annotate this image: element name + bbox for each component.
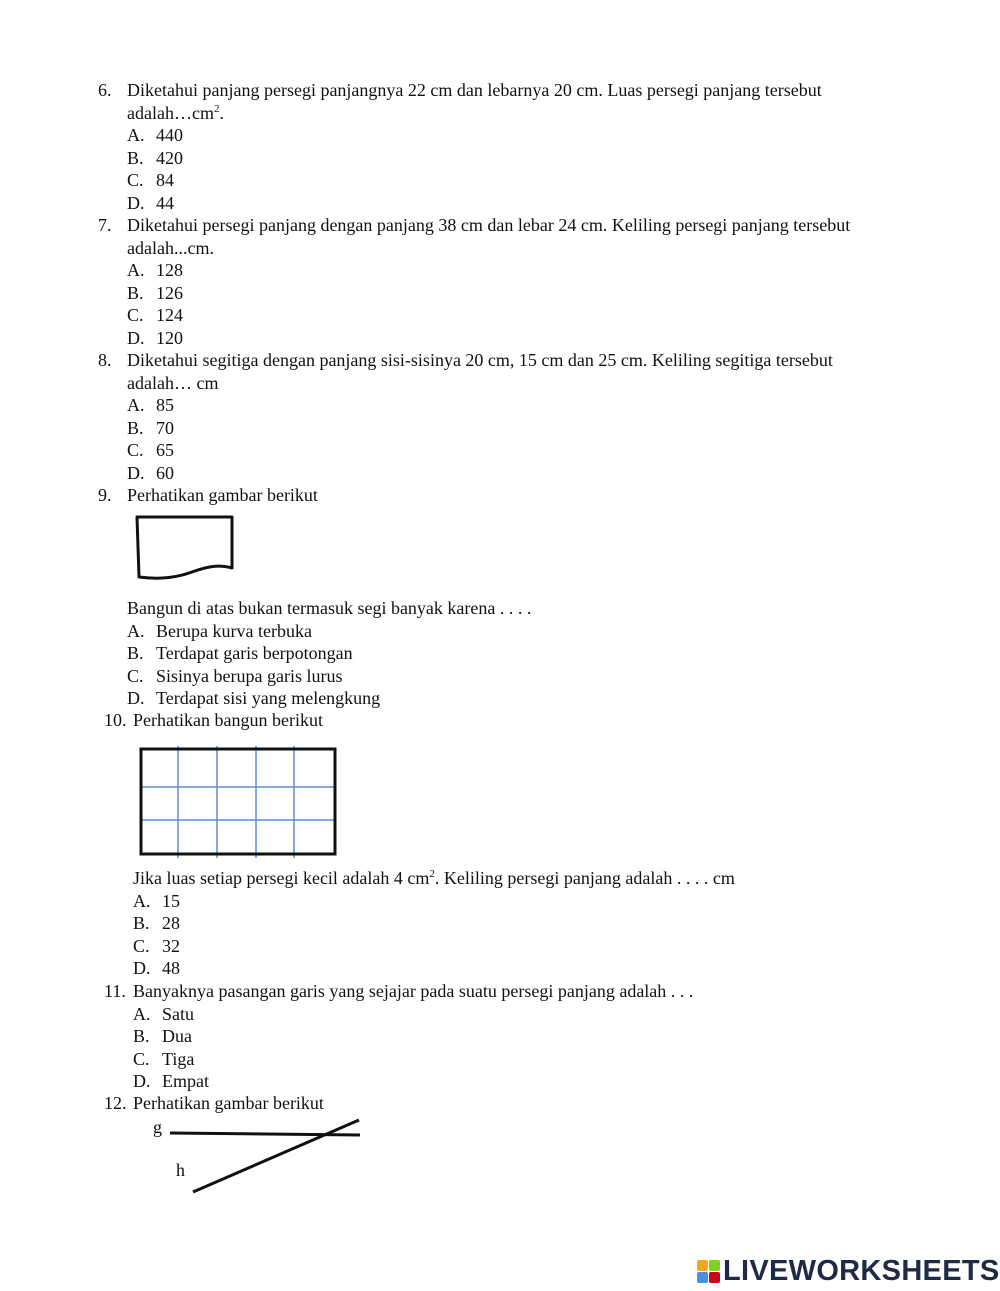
option-text: 48 — [162, 958, 180, 978]
line-h — [193, 1120, 359, 1192]
option-letter: C. — [133, 1049, 150, 1069]
superscript: 2 — [213, 103, 220, 115]
option-text: Dua — [162, 1026, 192, 1046]
option-letter: C. — [127, 170, 144, 190]
logo-mark-tile — [697, 1272, 708, 1283]
option-letter: B. — [133, 913, 150, 933]
option-text: 70 — [156, 418, 174, 438]
question-number: 9. — [98, 485, 112, 505]
option-letter: D. — [133, 958, 151, 978]
question-prompt-part: Jika luas setiap persegi kecil adalah 4 cm — [133, 868, 430, 888]
question-number: 8. — [98, 350, 112, 370]
grid-rectangle-figure — [136, 744, 342, 860]
superscript: 2 — [429, 868, 435, 880]
logo-mark-tile — [709, 1272, 720, 1283]
option-text: 85 — [156, 395, 174, 415]
option-letter: A. — [127, 260, 145, 280]
option-text: Sisinya berupa garis lurus — [156, 666, 343, 686]
option-text: Terdapat sisi yang melengkung — [156, 688, 381, 708]
logo-text: LIVEWORKSHEETS — [723, 1254, 1000, 1287]
line-label-g: g — [153, 1117, 162, 1137]
option-letter: C. — [127, 440, 144, 460]
option-letter: D. — [127, 688, 145, 708]
option-letter: D. — [127, 463, 145, 483]
question-number: 11. — [104, 981, 126, 1001]
option-text: Tiga — [162, 1049, 195, 1069]
question-text: Perhatikan gambar berikut — [133, 1093, 324, 1113]
question-text: Diketahui segitiga dengan panjang sisi-sisinya 20 cm, 15 cm dan 25 cm. Keliling segitiga tersebut — [127, 350, 833, 370]
option-text: 28 — [162, 913, 180, 933]
option-text: 15 — [162, 891, 180, 911]
question-text-line2 — [127, 102, 224, 125]
option-text: Berupa kurva terbuka — [156, 621, 312, 641]
question-prompt — [133, 867, 735, 890]
option-text: 440 — [156, 125, 183, 145]
option-text: 420 — [156, 148, 183, 168]
option-text: Terdapat garis berpotongan — [156, 643, 353, 663]
option-letter: B. — [127, 643, 144, 663]
option-letter: B. — [127, 283, 144, 303]
line-label-h: h — [176, 1160, 185, 1180]
option-text: Empat — [162, 1071, 209, 1091]
option-text: 124 — [156, 305, 183, 325]
option-letter: C. — [127, 305, 144, 325]
intersecting-lines-figure — [160, 1112, 370, 1202]
option-text: Satu — [162, 1004, 195, 1024]
option-letter: A. — [133, 891, 151, 911]
question-text-line2: adalah… cm — [127, 373, 219, 393]
logo-mark-icon — [697, 1260, 720, 1283]
logo-mark-tile — [697, 1260, 708, 1271]
option-text: 60 — [156, 463, 174, 483]
question-text: Perhatikan gambar berikut — [127, 485, 318, 505]
option-text: 84 — [156, 170, 174, 190]
question-text-end: . — [219, 103, 224, 123]
curved-shape-figure — [130, 512, 240, 584]
question-text: Diketahui persegi panjang dengan panjang 38 cm dan lebar 24 cm. Keliling persegi panjang tersebut — [127, 215, 851, 235]
option-letter: A. — [127, 125, 145, 145]
question-text: Perhatikan bangun berikut — [133, 710, 323, 730]
option-letter: A. — [127, 621, 145, 641]
option-letter: A. — [133, 1004, 151, 1024]
option-letter: B. — [127, 148, 144, 168]
question-text-part: adalah…cm — [127, 103, 214, 123]
option-letter: B. — [133, 1026, 150, 1046]
question-number: 10. — [104, 710, 127, 730]
option-text: 65 — [156, 440, 174, 460]
question-prompt: Bangun di atas bukan termasuk segi banyak karena . . . . — [127, 598, 532, 618]
option-letter: D. — [127, 193, 145, 213]
question-text-line2: adalah...cm. — [127, 238, 214, 258]
option-letter: C. — [127, 666, 144, 686]
question-number: 12. — [104, 1093, 127, 1113]
option-text: 120 — [156, 328, 183, 348]
logo-mark-tile — [709, 1260, 720, 1271]
option-letter: C. — [133, 936, 150, 956]
question-number: 6. — [98, 80, 112, 100]
option-letter: D. — [133, 1071, 151, 1091]
option-letter: A. — [127, 395, 145, 415]
option-text: 32 — [162, 936, 180, 956]
outer-rectangle — [141, 749, 335, 854]
question-number: 7. — [98, 215, 112, 235]
liveworksheets-logo — [697, 1256, 1000, 1286]
option-text: 128 — [156, 260, 183, 280]
question-prompt-end: . Keliling persegi panjang adalah . . . . cm — [434, 868, 735, 888]
question-text: Diketahui panjang persegi panjangnya 22 cm dan lebarnya 20 cm. Luas persegi panjang tersebut — [127, 80, 822, 100]
option-letter: D. — [127, 328, 145, 348]
option-letter: B. — [127, 418, 144, 438]
option-text: 44 — [156, 193, 174, 213]
option-text: 126 — [156, 283, 183, 303]
question-text: Banyaknya pasangan garis yang sejajar pada suatu persegi panjang adalah . . . — [133, 981, 694, 1001]
